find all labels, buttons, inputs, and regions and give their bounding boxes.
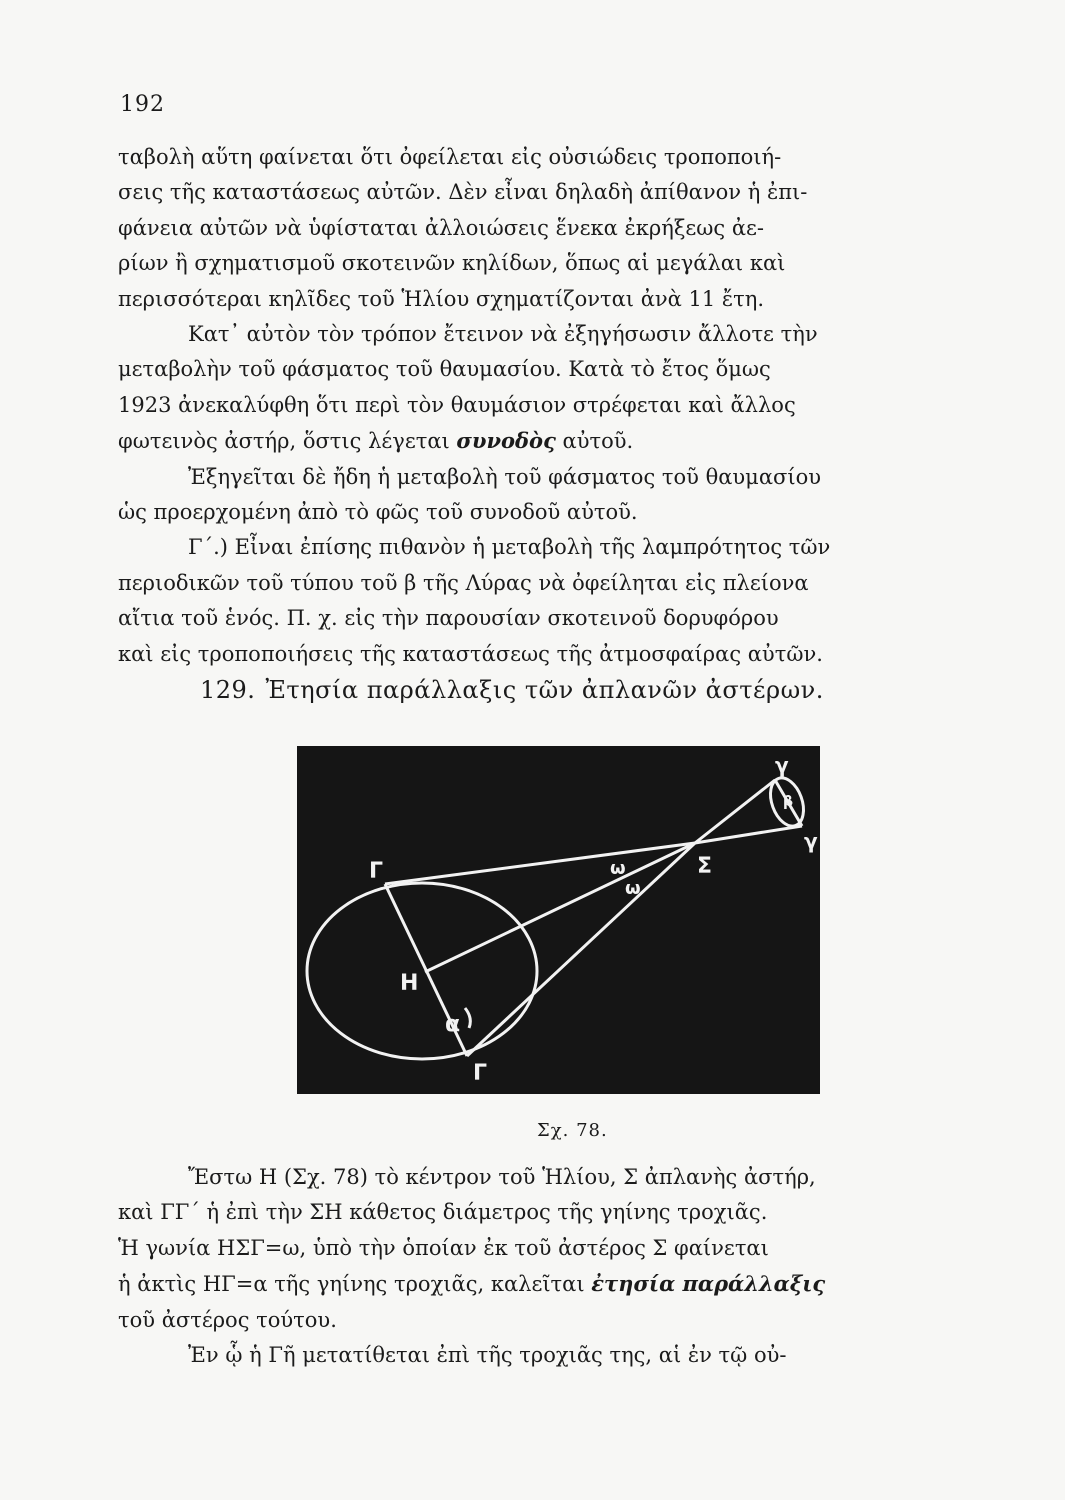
text-line: τοῦ ἀστέρος τούτου. — [118, 1307, 337, 1332]
label-gamma-bottom: Γ — [473, 1061, 488, 1086]
text-line: ταβολὴ αὕτη φαίνεται ὅτι ὀφείλεται εἰς οὐσιώδεις τροποποιή- — [118, 145, 782, 169]
upper-text — [118, 140, 990, 672]
text-line: αἴτια τοῦ ἑνός. Π. χ. εἰς τὴν παρουσίαν σκοτεινοῦ δορυφόρου — [118, 606, 779, 631]
label-sigma: Σ — [697, 854, 713, 879]
label-gamma-small-top: γ — [775, 753, 789, 777]
text-line: Ἐν ᾧ ἡ Γῆ μετατίθεται ἐπὶ τῆς τροχιᾶς της, αἱ ἐν τῷ οὐ- — [188, 1343, 787, 1368]
text-line: Ἡ γωνία ΗΣΓ=ω, ὑπὸ τὴν ὁποίαν ἐκ τοῦ ἀστέρος Σ φαίνεται — [118, 1235, 769, 1260]
text-line: περισσότεραι κηλῖδες τοῦ Ἡλίου σχηματίζονται ἀνὰ 11 ἔτη. — [118, 286, 765, 311]
text-line: Κατ᾽ αὐτὸν τὸν τρόπον ἔτεινον νὰ ἐξηγήσωσιν ἄλλοτε τὴν — [188, 322, 818, 347]
text-line: ὡς προερχομένη ἀπὸ τὸ φῶς τοῦ συνοδοῦ αὐτοῦ. — [118, 500, 638, 525]
section-heading — [200, 676, 824, 704]
text-line: Ἔστω Η (Σχ. 78) τὸ κέντρον τοῦ Ἡλίου, Σ ἀπλανὴς ἀστήρ, — [188, 1165, 816, 1189]
text-line — [118, 423, 990, 459]
lower-text — [118, 1160, 990, 1373]
text-line: μεταβολὴν τοῦ φάσματος τοῦ θαυμασίου. Κατὰ τὸ ἔτος ὅμως — [118, 357, 771, 382]
text-line: Ἐξηγεῖται δὲ ἤδη ἡ μεταβολὴ τοῦ φάσματος τοῦ θαυμασίου — [188, 464, 821, 489]
label-gamma-top: Γ — [369, 859, 384, 884]
text-line: περιοδικῶν τοῦ τύπου τοῦ β τῆς Λύρας νὰ ὀφείληται εἰς πλείονα — [118, 570, 809, 595]
text-line: καὶ ΓΓ΄ ἡ ἐπὶ τὴν ΣΗ κάθετος διάμετρος τῆς γηίνης τροχιᾶς. — [118, 1200, 768, 1225]
section-number: 129. — [200, 676, 256, 704]
section-title: Ἐτησία παράλλαξις τῶν ἀπλανῶν ἀστέρων. — [265, 676, 824, 704]
emphasis-term: συνοδὸς — [456, 428, 556, 454]
text-line — [118, 1266, 990, 1302]
text-segment: ἡ ἀκτὶς ΗΓ=α τῆς γηίνης τροχιᾶς, καλεῖται — [118, 1272, 585, 1297]
figure-caption: Σχ. 78. — [537, 1120, 608, 1141]
text-segment: φωτεινὸς ἀστήρ, ὅστις λέγεται — [118, 429, 450, 454]
label-beta: β — [783, 794, 794, 810]
text-line: Γ΄.) Εἶναι ἐπίσης πιθανὸν ἡ μεταβολὴ τῆς λαμπρότητος τῶν — [188, 535, 831, 560]
parallax-figure — [297, 746, 820, 1094]
page-number: 192 — [120, 92, 165, 117]
text-line: 1923 ἀνεκαλύφθη ὅτι περὶ τὸν θαυμάσιον στρέφεται καὶ ἄλλος — [118, 392, 796, 417]
label-omega-2: ω — [625, 878, 641, 899]
label-alpha: α — [445, 1012, 461, 1037]
parallax-diagram — [297, 746, 820, 1094]
label-gamma-small-right: γ — [804, 829, 818, 853]
text-line: ρίων ἢ σχηματισμοῦ σκοτεινῶν κηλίδων, ὅπως αἱ μεγάλαι καὶ — [118, 251, 786, 276]
label-eta: Η — [400, 971, 419, 996]
text-line: καὶ εἰς τροποποιήσεις τῆς καταστάσεως τῆς ἀτμοσφαίρας αὐτῶν. — [118, 641, 823, 666]
label-omega-1: ω — [610, 858, 626, 879]
text-line: φάνεια αὐτῶν νὰ ὑφίσταται ἀλλοιώσεις ἕνεκα ἐκρήξεως ἀε- — [118, 215, 764, 240]
text-line: σεις τῆς καταστάσεως αὐτῶν. Δὲν εἶναι δηλαδὴ ἀπίθανον ἡ ἐπι- — [118, 180, 808, 205]
emphasis-term: ἐτησία παράλλαξις — [591, 1271, 826, 1297]
figure-background — [297, 746, 820, 1094]
text-segment: αὐτοῦ. — [562, 429, 634, 454]
